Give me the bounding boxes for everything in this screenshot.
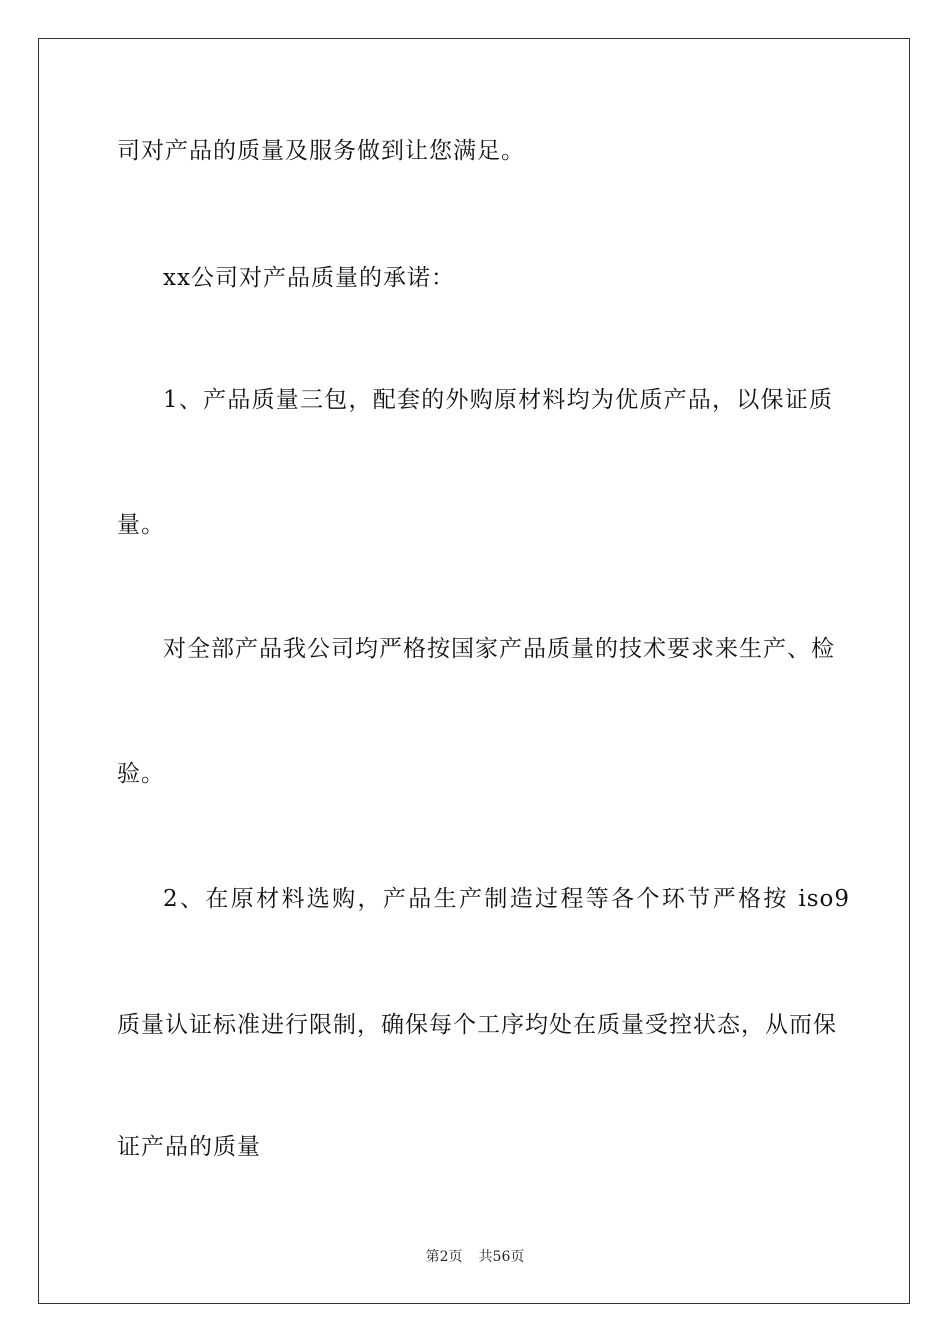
paragraph-line: 量。 <box>117 512 165 538</box>
paragraph-line: 司对产品的质量及服务做到让您满足。 <box>117 138 525 164</box>
page-total: 共56页 <box>478 1249 525 1265</box>
paragraph-line: 验。 <box>117 761 165 787</box>
paragraph-line: 证产品的质量 <box>117 1134 261 1160</box>
page-footer <box>0 1248 950 1266</box>
paragraph-line: 质量认证标准进行限制，确保每个工序均处在质量受控状态，从而保 <box>117 1012 837 1038</box>
paragraph-line: 2、在原材料选购，产品生产制造过程等各个环节严格按 iso9 <box>163 886 850 912</box>
page-border <box>38 38 910 1304</box>
page-number: 第2页 <box>425 1249 463 1265</box>
paragraph-line: 1、产品质量三包，配套的外购原材料均为优质产品，以保证质 <box>163 387 833 413</box>
paragraph-line: xx公司对产品质量的承诺： <box>163 265 455 291</box>
paragraph-line: 对全部产品我公司均严格按国家产品质量的技术要求来生产、检 <box>163 636 835 662</box>
